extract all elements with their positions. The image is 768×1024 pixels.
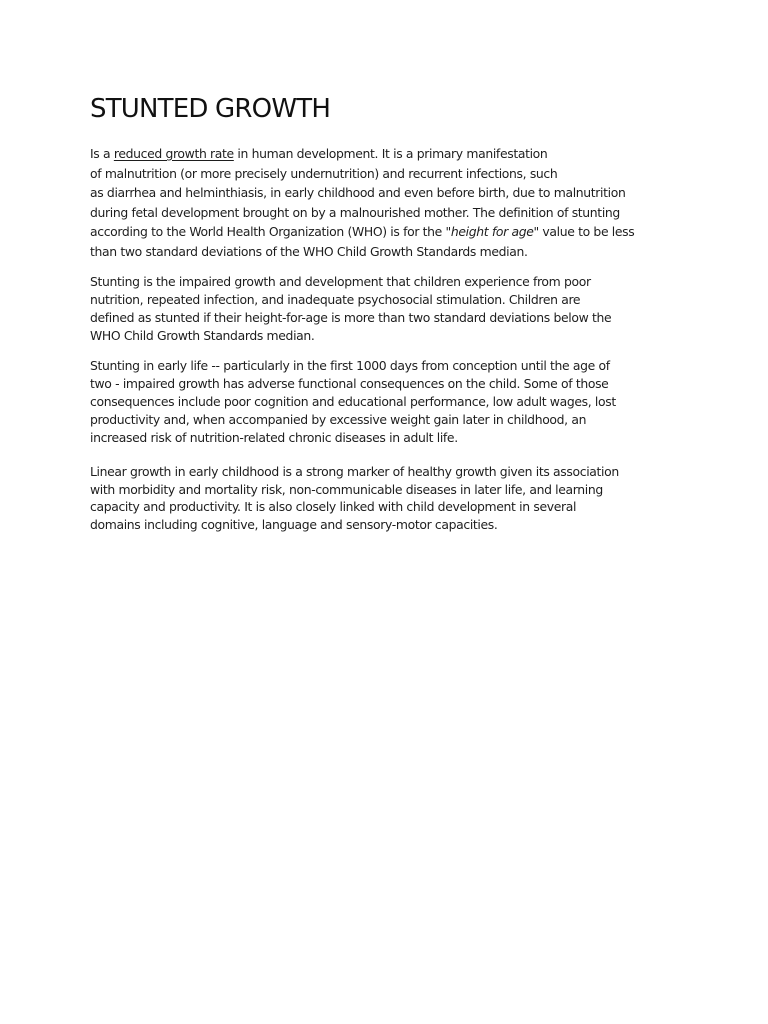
- text-line: as diarrhea and helminthiasis, in early childhood and even before birth, due to malnutrition: [90, 185, 626, 200]
- text-line: capacity and productivity. It is also closely linked with child development in several: [90, 499, 577, 514]
- document-page: [90, 92, 680, 533]
- text-line: Stunting is the impaired growth and development that children experience from poor: [90, 274, 591, 289]
- text-line: domains including cognitive, language and sensory-motor capacities.: [90, 516, 498, 532]
- paragraph-impaired-growth: [90, 273, 680, 345]
- text-line: during fetal development brought on by a malnourished mother. The definition of stunting: [90, 204, 620, 220]
- text-line: than two standard deviations of the WHO Child Growth Standards median.: [90, 243, 528, 259]
- reduced-growth-rate-link[interactable]: reduced growth rate: [113, 146, 234, 161]
- text-line: defined as stunted if their height-for-age is more than two standard deviations below the: [90, 310, 612, 325]
- text-line: Linear growth in early childhood is a strong marker of healthy growth given its association: [90, 464, 619, 479]
- text-fragment: in human development. It is a primary manifestation: [233, 146, 548, 161]
- page-title: STUNTED GROWTH: [90, 94, 331, 124]
- text-line: WHO Child Growth Standards median.: [90, 328, 315, 343]
- text-line: nutrition, repeated infection, and inadequate psychosocial stimulation. Children are: [90, 292, 581, 307]
- text-fragment: " value to be less: [533, 224, 635, 239]
- text-line: of malnutrition (or more precisely undernutrition) and recurrent infections, such: [90, 165, 558, 181]
- text-line: [90, 222, 680, 242]
- paragraph-early-life: [90, 357, 680, 447]
- height-for-age-term: height for age: [450, 224, 534, 239]
- text-fragment: Is a: [90, 146, 114, 161]
- text-line: [90, 144, 680, 164]
- text-line: increased risk of nutrition-related chronic diseases in adult life.: [90, 430, 458, 445]
- text-line: with morbidity and mortality risk, non-communicable diseases in later life, and learning: [90, 481, 603, 497]
- text-line: consequences include poor cognition and educational performance, low adult wages, lost: [90, 394, 616, 409]
- paragraph-linear-growth: [90, 463, 680, 533]
- text-line: productivity and, when accompanied by excessive weight gain later in childhood, an: [90, 412, 587, 427]
- text-line: Stunting in early life -- particularly in the first 1000 days from conception until the age of: [90, 358, 610, 373]
- paragraph-definition: [90, 144, 680, 261]
- text-line: two - impaired growth has adverse functional consequences on the child. Some of those: [90, 376, 609, 391]
- text-fragment: according to the World Health Organization (WHO) is for the ": [90, 224, 451, 239]
